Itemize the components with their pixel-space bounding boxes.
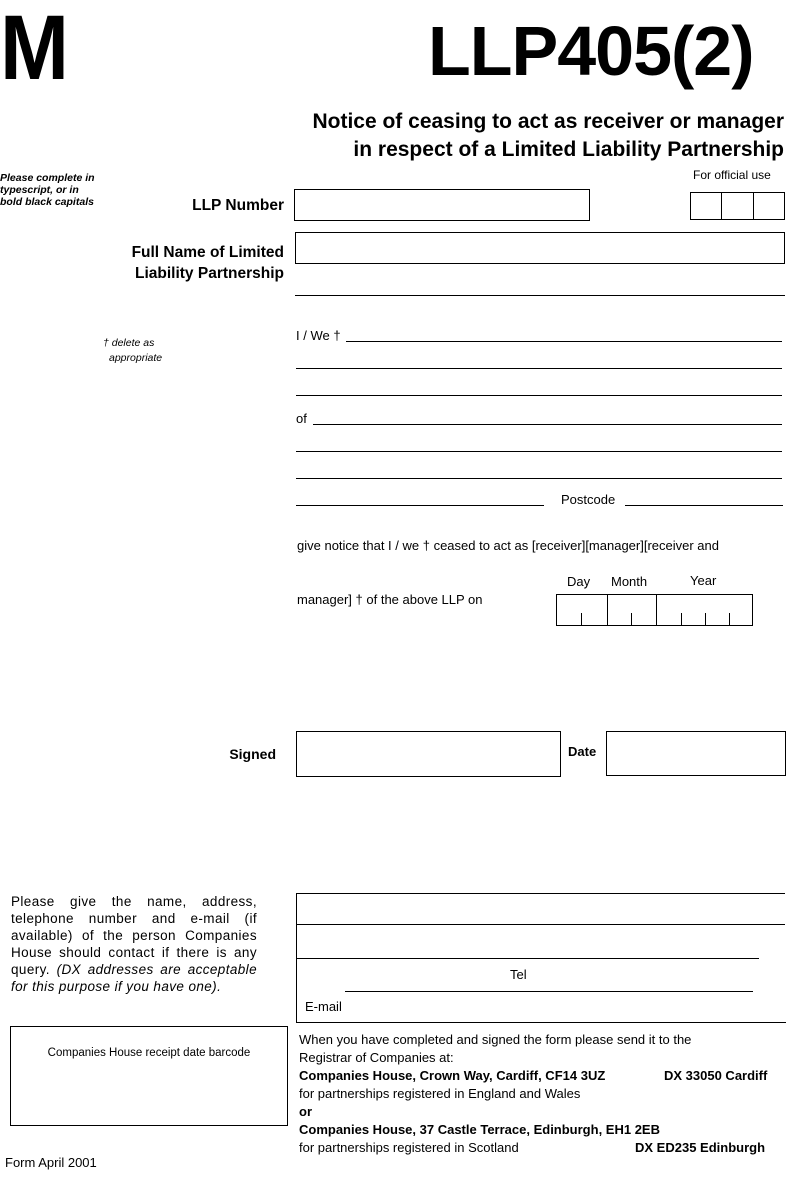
tel-label: Tel [510,967,527,982]
barcode-box [10,1026,288,1126]
ew-dx: DX 33050 Cardiff [664,1068,768,1083]
sc-address: Companies House, 37 Castle Terrace, Edinburgh, EH1 2EB [299,1122,660,1137]
contact-dx-note: (DX addresses are acceptable for this purpose if you have one). [11,962,257,994]
ew-note: for partnerships registered in England and Wales [299,1086,581,1101]
send-to-section [299,1031,789,1157]
i-we-line-3[interactable] [296,395,782,396]
date-label: Date [568,744,597,759]
sc-note: for partnerships registered in Scotland [299,1140,519,1155]
contact-instructions [11,893,257,995]
full-name-label [132,242,284,284]
footnote-line-2: appropriate [109,352,163,364]
ceased-date-field[interactable] [556,594,753,626]
official-use-label: For official use [693,168,771,182]
full-name-field[interactable] [295,232,785,264]
year-header: Year [690,573,717,588]
address-line-1[interactable] [313,424,782,425]
address-line-2[interactable] [296,451,782,452]
full-name-line-2[interactable] [295,295,785,296]
contact-line-3[interactable] [297,958,759,959]
barcode-label: Companies House receipt date barcode [47,1047,251,1059]
full-name-label-line-1: Full Name of Limited [131,244,284,261]
title-line-2: in respect of a Limited Liability Partnership [353,138,784,161]
contact-line-2[interactable] [297,924,785,925]
email-label: E-mail [305,999,342,1014]
postcode-label: Postcode [561,492,616,507]
notice-line-1: give notice that I / we † ceased to act as [receiver][manager][receiver and [297,538,719,553]
signed-date-field[interactable] [606,731,786,776]
notice-line-2: manager] † of the above LLP on [297,592,483,607]
ew-address: Companies House, Crown Way, Cardiff, CF14 3UZ [299,1068,606,1083]
full-name-label-line-2: Liability Partnership [134,265,284,282]
or-label: or [299,1104,312,1119]
form-date-footer: Form April 2001 [5,1155,97,1170]
sc-note-row [299,1139,789,1157]
address-line-3[interactable] [296,478,782,479]
ew-address-row [299,1067,789,1085]
send-intro-line-1: When you have completed and signed the form please send it to the [299,1032,692,1047]
footnote [103,336,162,366]
form-letter: M [0,0,66,99]
form-number: LLP405(2) [428,12,754,90]
contact-instructions-text: Please give the name, address, telephone number and e-mail (if available) of the person Companies House should contact if there is any query. [11,894,257,977]
signed-label: Signed [229,746,276,762]
tel-field[interactable] [345,991,753,992]
signature-field[interactable] [296,731,561,777]
address-line-4[interactable] [296,505,544,506]
official-use-box [690,192,785,220]
title-line-1: Notice of ceasing to act as receiver or manager [312,110,784,133]
of-label: of [296,411,307,426]
postcode-field[interactable] [625,505,783,506]
i-we-line-1[interactable] [346,341,782,342]
footnote-line-1: † delete as [103,337,155,349]
form-title [312,108,784,164]
contact-line-1[interactable] [297,893,785,894]
day-header: Day [567,574,591,589]
completion-note: Please complete in typescript, or in bold black capitals [0,172,95,208]
i-we-line-2[interactable] [296,368,782,369]
sc-dx: DX ED235 Edinburgh [635,1140,766,1155]
llp-number-field[interactable] [294,189,590,221]
i-we-label: I / We † [296,328,341,343]
llp-number-label: LLP Number [192,197,284,214]
month-header: Month [611,574,648,589]
send-intro-line-2: Registrar of Companies at: [299,1050,454,1065]
